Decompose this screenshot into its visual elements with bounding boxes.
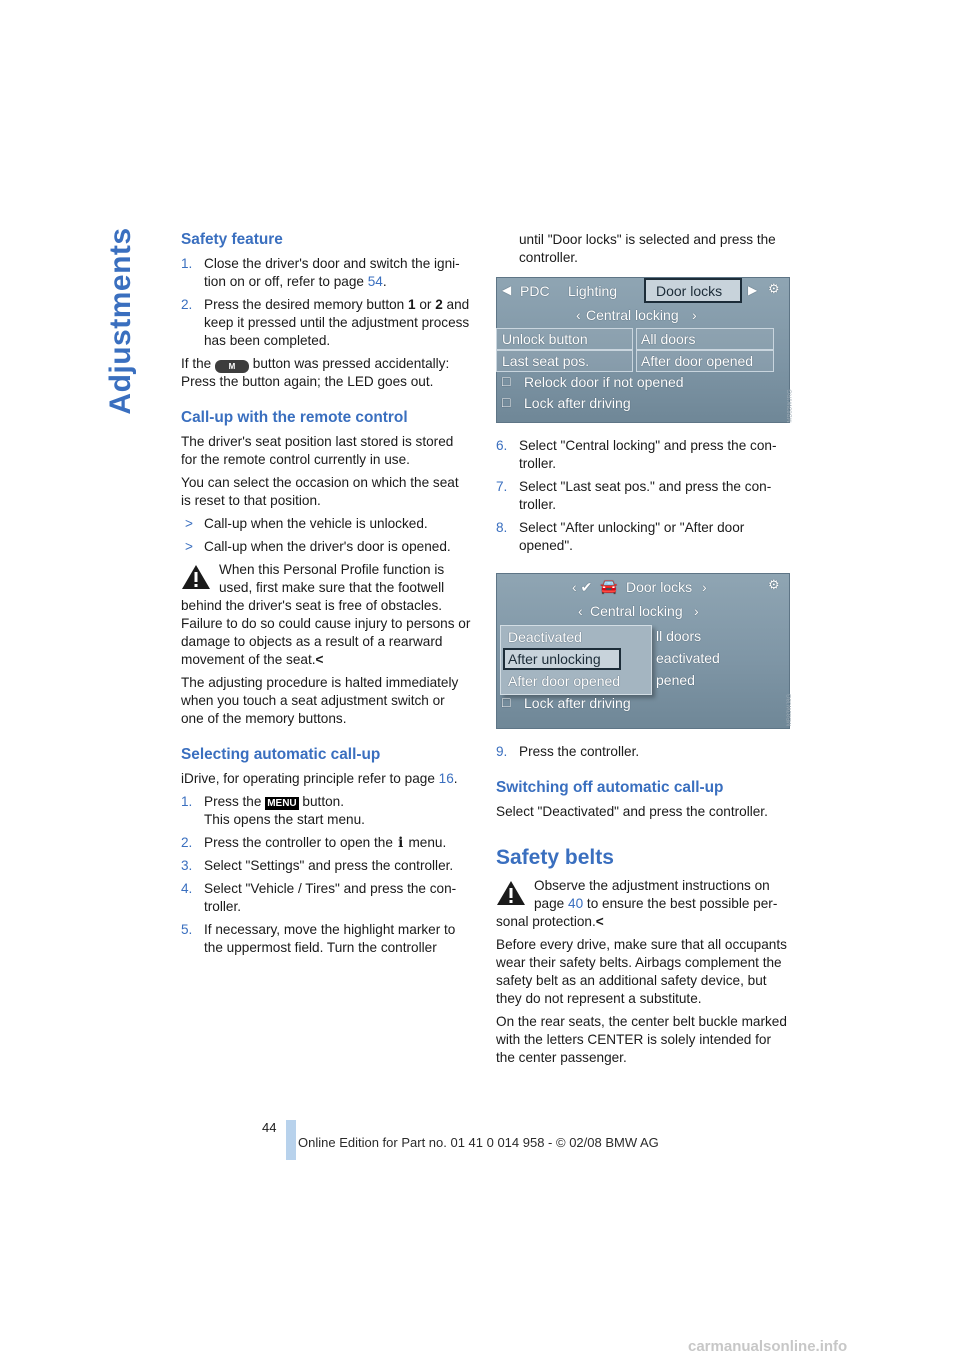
check-lock-after-driving: Lock after driving [524,395,631,411]
idrive-screen-door-locks [496,277,794,423]
image-code: MB83WJRG [787,389,794,423]
right-step-9: 9. Press the controller. [496,744,640,759]
menu-button-icon: MENU [267,798,297,809]
step-5-continued: until "Door locks" is selected and press the controller. [519,232,776,265]
bullet-item: > Call-up when the vehicle is unlocked. [185,516,428,531]
settings-icon: ⚙ [768,577,780,592]
side-section-title: Adjustments [104,227,137,415]
tab-lighting: Lighting [568,283,618,299]
memory-button-icon: M [215,360,249,373]
warning-triangle-icon [496,879,526,907]
footer-accent-bar [286,1120,296,1160]
value-all-doors: All doors [641,331,696,347]
switch-off-heading: Switching off automatic call-up [496,779,724,796]
remote-p3: The adjusting procedure is halted immediately when you touch a seat adjustment switch or one of the memory buttons. [181,675,459,726]
watermark: carmanualsonline.info [688,1338,848,1355]
idrive-intro: iDrive, for operating principle refer to page 16. [181,771,458,786]
submenu-central-locking: Central locking [590,603,683,619]
warning-block: Observe the adjustment instructions on page 40 to ensure the best possible per-sonal protection.< [496,878,778,929]
bullet-item: > Call-up when the driver's door is opened. [185,539,451,554]
partial-value: eactivated [656,650,720,666]
auto-step-3: 3. Select "Settings" and press the controller. [181,858,454,873]
option-after-door-opened: After door opened [508,673,621,689]
right-step-7: 7. Select "Last seat pos." and press the con-troller. [496,479,772,512]
page-link-40[interactable]: 40 [568,896,584,911]
remote-p2: You can select the occasion on which the seat is reset to that position. [181,475,459,508]
row-last-seat-pos: Last seat pos. [502,353,590,369]
tab-pdc: PDC [520,283,550,299]
submenu-left-arrow-icon: ‹ [576,307,581,323]
settings-icon: ⚙ [768,281,780,296]
row-unlock-button: Unlock button [502,331,588,347]
safety-step-1: 1. Close the driver's door and switch the igni-tion on or off, refer to page 54. [181,256,460,289]
footer-edition-text: Online Edition for Part no. 01 41 0 014 958 - © 02/08 BMW AG [298,1135,659,1150]
left-column [181,231,471,962]
memory-button-note: If the M button was pressed accidentally: Press the button again; the LED goes out. [181,356,450,389]
submenu-central-locking: Central locking [586,307,679,323]
right-step-6: 6. Select "Central locking" and press the con-troller. [496,438,777,471]
switch-off-text: Select "Deactivated" and press the controller. [496,804,768,819]
safety-step-2: 2. Press the desired memory button 1 or 2 and keep it pressed until the adjustment process has been completed. [181,297,470,348]
partial-value: pened [656,672,695,688]
check-lock-after-driving: Lock after driving [524,695,631,711]
auto-step-2: 2. Press the controller to open the i menu. [181,835,447,851]
option-deactivated: Deactivated [508,629,582,645]
option-after-unlocking: After unlocking [508,651,601,667]
right-arrow-icon: ▶ [748,283,758,297]
page-link-16[interactable]: 16 [438,771,454,786]
safety-feature-heading: Safety feature [181,231,283,248]
value-after-door-opened: After door opened [641,353,754,369]
partial-value: ll doors [656,628,702,644]
submenu-left-arrow-icon: ‹ [578,603,583,619]
info-icon: i [398,835,404,851]
title-door-locks: Door locks [626,579,693,595]
warning-triangle-icon [181,563,211,591]
auto-callup-heading: Selecting automatic call-up [181,746,381,763]
auto-step-1: 1. Press the MENU button. This opens the start menu. [181,794,365,827]
image-code: MB83WJ8G [787,693,794,727]
warning-block: When this Personal Profile function is used, first make sure that the footwell behind the driver's seat is free of obstacles. Failure to do so could cause injury to persons or damage to objects as a result of a rearward movement of the seat.< [181,562,471,667]
right-column [496,231,794,1072]
checkbox-icon: □ [502,394,511,410]
page-number: 44 [262,1120,277,1135]
checkbox-icon: □ [502,694,511,710]
remote-p1: The driver's seat position last stored is stored for the remote control currently in use. [181,434,454,467]
checkbox-icon: □ [502,373,511,389]
safety-belts-heading: Safety belts [496,846,614,869]
belts-p1: Before every drive, make sure that all occupants wear their safety belts. Airbags complement the safety belt as an additional safety device, but they do not represent a substitute. [496,937,787,1006]
submenu-right-arrow-icon: › [694,603,699,619]
page-link-54[interactable]: 54 [367,274,383,289]
title-right-arrow-icon: › [702,579,707,595]
check-relock-door: Relock door if not opened [524,374,684,390]
auto-step-5: 5. If necessary, move the highlight marker to the uppermost field. Turn the controller [181,922,456,955]
remote-heading: Call-up with the remote control [181,409,408,426]
submenu-right-arrow-icon: › [692,307,697,323]
auto-step-4: 4. Select "Vehicle / Tires" and press the con-troller. [181,881,457,914]
belts-p2: On the rear seats, the center belt buckle marked with the letters CENTER is solely intended for the center passenger. [496,1014,787,1065]
back-arrow-icon: ‹ ✔ [572,579,593,595]
tab-door-locks: Door locks [656,283,723,299]
car-icon: 🚘 [600,578,618,594]
left-arrow-icon: ◀ [502,283,512,297]
idrive-screen-central-locking [496,573,794,729]
right-step-8: 8. Select "After unlocking" or "After door opened". [496,520,745,553]
